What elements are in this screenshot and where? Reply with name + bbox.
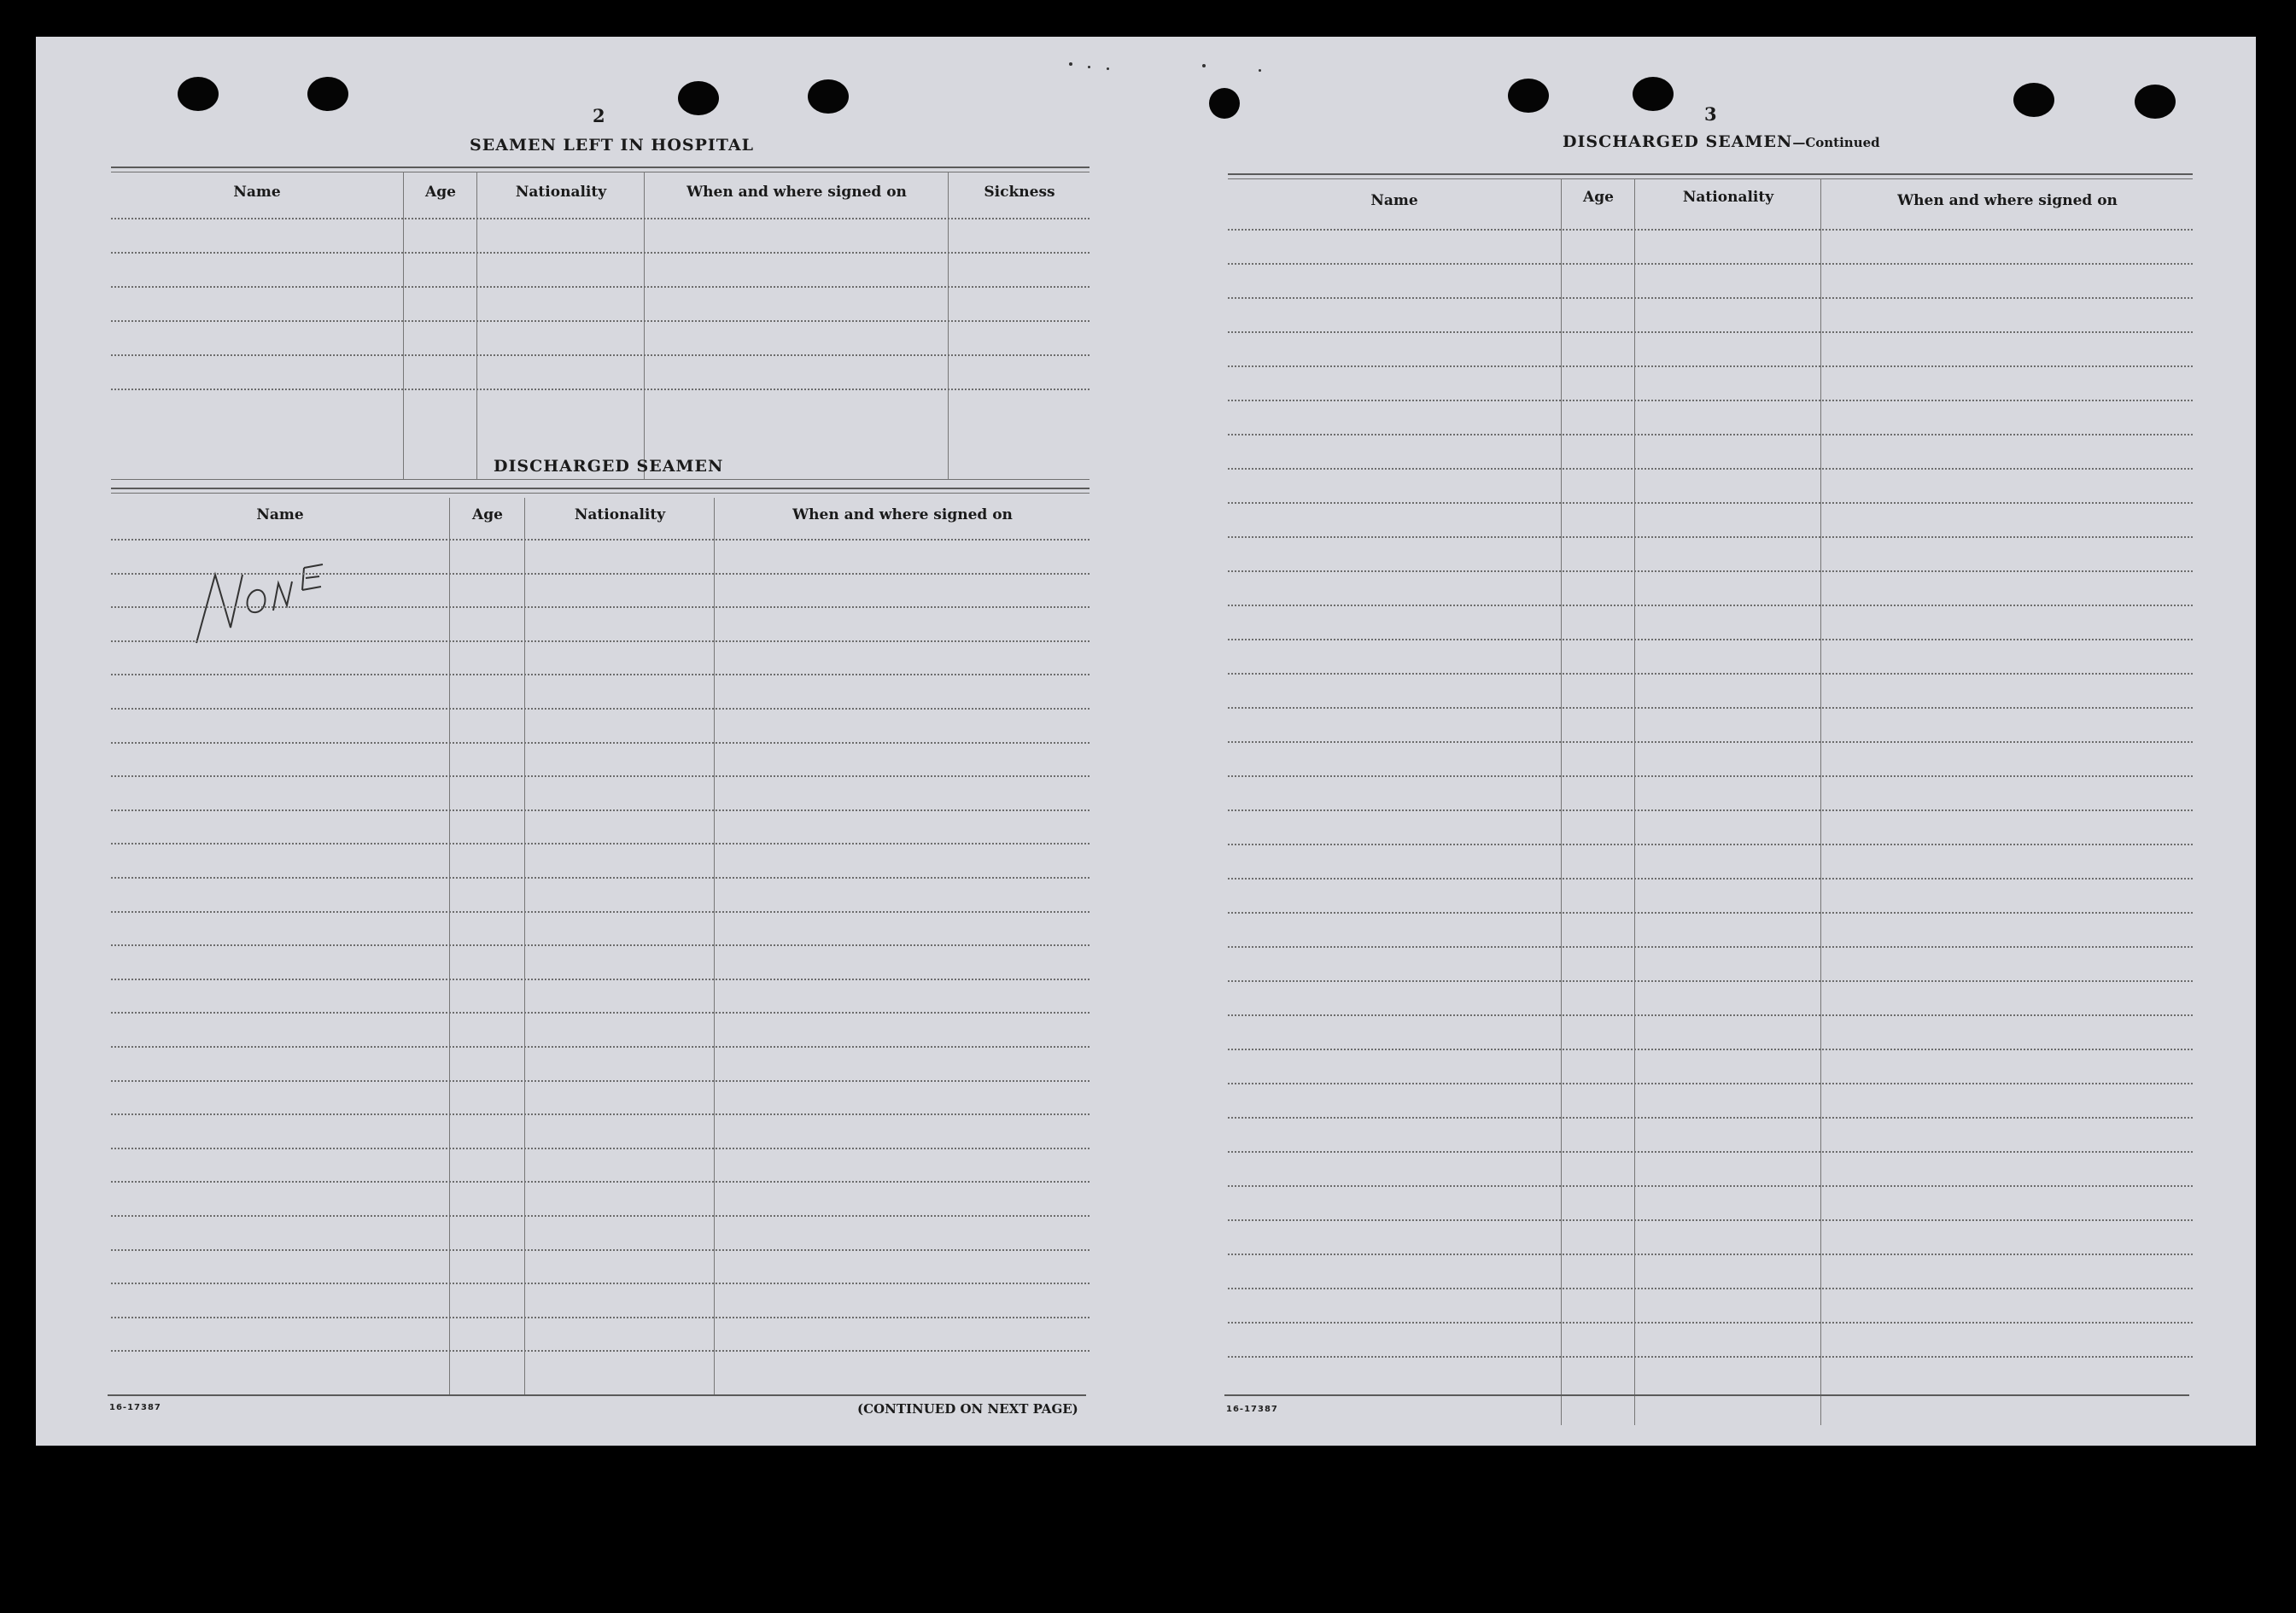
- ruled-row-line: [1228, 263, 2193, 265]
- ruled-row-line: [1228, 1254, 2193, 1255]
- right-title-main: DISCHARGED SEAMEN: [1563, 132, 1793, 151]
- ruled-row-line: [1228, 229, 2193, 231]
- ruled-row-line: [111, 1113, 1090, 1115]
- ruled-row-line: [111, 742, 1090, 744]
- right-col-when-where: When and where signed on: [1897, 192, 2118, 209]
- ruled-row-line: [1228, 946, 2193, 948]
- ruled-row-line: [1228, 1014, 2193, 1016]
- ruled-row-line: [111, 979, 1090, 980]
- speck: [1107, 67, 1109, 70]
- ruled-row-line: [111, 539, 1090, 541]
- discharged-section-title: DISCHARGED SEAMEN: [494, 457, 724, 476]
- ruled-row-line: [1228, 673, 2193, 675]
- ruled-row-line: [1228, 365, 2193, 367]
- punch-hole: [178, 77, 219, 111]
- handwritten-none-text: None: [190, 549, 192, 550]
- punch-hole: [307, 77, 348, 111]
- ruled-row-line: [111, 809, 1090, 811]
- right-top-rule: [1228, 173, 2193, 175]
- ruled-row-line: [111, 286, 1090, 288]
- hospital-col-name: Name: [233, 184, 281, 201]
- ruled-row-line: [1228, 707, 2193, 709]
- right-bottom-rule: [1224, 1394, 2189, 1396]
- ruled-row-line: [1228, 297, 2193, 299]
- ruled-row-line: [111, 252, 1090, 254]
- discharged-col-when-where: When and where signed on: [792, 506, 1013, 523]
- form-sheet: [36, 37, 2256, 1446]
- ruled-row-line: [1228, 775, 2193, 777]
- discharged-col-name: Name: [256, 506, 304, 523]
- ruled-row-line: [111, 354, 1090, 356]
- speck: [1069, 62, 1072, 66]
- punch-hole: [1209, 88, 1240, 119]
- ruled-row-line: [111, 911, 1090, 913]
- continued-note: (CONTINUED ON NEXT PAGE): [857, 1401, 1078, 1417]
- ruled-row-line: [111, 640, 1090, 642]
- discharged-top-rule-2: [111, 493, 1090, 494]
- punch-hole: [2135, 85, 2176, 119]
- right-col-name: Name: [1370, 192, 1418, 209]
- speck: [1088, 66, 1090, 68]
- right-top-rule-2: [1228, 178, 2193, 179]
- discharged-top-rule: [111, 488, 1090, 489]
- ruled-row-line: [111, 1283, 1090, 1284]
- punch-hole: [1508, 79, 1549, 113]
- ruled-row-line: [111, 1317, 1090, 1318]
- hospital-col-nationality: Nationality: [515, 184, 607, 201]
- ruled-row-line: [111, 1215, 1090, 1217]
- punch-hole: [678, 81, 719, 115]
- ruled-row-line: [111, 1080, 1090, 1082]
- ruled-row-line: [111, 218, 1090, 219]
- punch-hole: [2013, 83, 2054, 117]
- hospital-bottom-rule: [111, 479, 1090, 480]
- hospital-col-when-where: When and where signed on: [686, 184, 907, 201]
- ruled-row-line: [111, 389, 1090, 390]
- ruled-row-line: [111, 1148, 1090, 1149]
- ruled-row-line: [111, 877, 1090, 879]
- ruled-row-line: [1228, 502, 2193, 504]
- ruled-row-line: [1228, 1049, 2193, 1050]
- left-bottom-rule: [108, 1394, 1086, 1396]
- ruled-row-line: [111, 1012, 1090, 1014]
- ruled-row-line: [1228, 1083, 2193, 1084]
- ruled-row-line: [1228, 1117, 2193, 1119]
- ruled-row-line: [111, 1181, 1090, 1183]
- speck: [1202, 64, 1206, 67]
- ruled-row-line: [1228, 1151, 2193, 1153]
- ruled-row-line: [1228, 809, 2193, 811]
- hospital-col-sickness: Sickness: [984, 184, 1055, 201]
- ruled-row-line: [1228, 1322, 2193, 1324]
- ruled-row-line: [111, 606, 1090, 608]
- ruled-row-line: [111, 775, 1090, 777]
- hospital-top-rule: [111, 167, 1090, 168]
- right-page-number: 3: [1704, 103, 1717, 125]
- right-section-title: [1563, 132, 1880, 151]
- ruled-row-line: [1228, 741, 2193, 743]
- left-form-code: 16-17387: [109, 1403, 161, 1412]
- ruled-row-line: [1228, 331, 2193, 333]
- right-title-suffix: —Continued: [1792, 135, 1880, 150]
- ruled-row-line: [1228, 1219, 2193, 1221]
- ruled-row-line: [111, 708, 1090, 710]
- ruled-row-line: [1228, 1185, 2193, 1187]
- punch-hole: [1633, 77, 1674, 111]
- ruled-row-line: [1228, 639, 2193, 640]
- right-form-code: 16-17387: [1226, 1405, 1278, 1414]
- speck: [1259, 69, 1261, 72]
- ruled-row-line: [111, 1046, 1090, 1048]
- hospital-section-title: SEAMEN LEFT IN HOSPITAL: [470, 136, 754, 155]
- ruled-row-line: [1228, 1356, 2193, 1358]
- ruled-row-line: [1228, 1288, 2193, 1289]
- ruled-row-line: [1228, 468, 2193, 470]
- ruled-row-line: [111, 674, 1090, 675]
- ruled-row-line: [1228, 605, 2193, 606]
- ruled-row-line: [1228, 912, 2193, 914]
- ruled-row-line: [1228, 844, 2193, 845]
- ruled-row-line: [1228, 878, 2193, 880]
- hospital-col-age: Age: [425, 184, 456, 201]
- ruled-row-line: [1228, 570, 2193, 572]
- discharged-col-nationality: Nationality: [574, 506, 666, 523]
- right-col-nationality: Nationality: [1682, 189, 1774, 206]
- ruled-row-line: [111, 843, 1090, 844]
- ruled-row-line: [111, 1249, 1090, 1251]
- ruled-row-line: [1228, 536, 2193, 538]
- left-page-number: 2: [593, 105, 605, 126]
- ruled-row-line: [1228, 434, 2193, 435]
- discharged-col-age: Age: [472, 506, 503, 523]
- right-col-age: Age: [1583, 189, 1614, 206]
- ruled-row-line: [111, 1350, 1090, 1352]
- ruled-row-line: [1228, 980, 2193, 982]
- ruled-row-line: [1228, 400, 2193, 401]
- handwritten-none: [190, 549, 335, 652]
- punch-hole: [808, 79, 849, 114]
- ruled-row-line: [111, 573, 1090, 575]
- ruled-row-line: [111, 320, 1090, 322]
- ruled-row-line: [111, 944, 1090, 946]
